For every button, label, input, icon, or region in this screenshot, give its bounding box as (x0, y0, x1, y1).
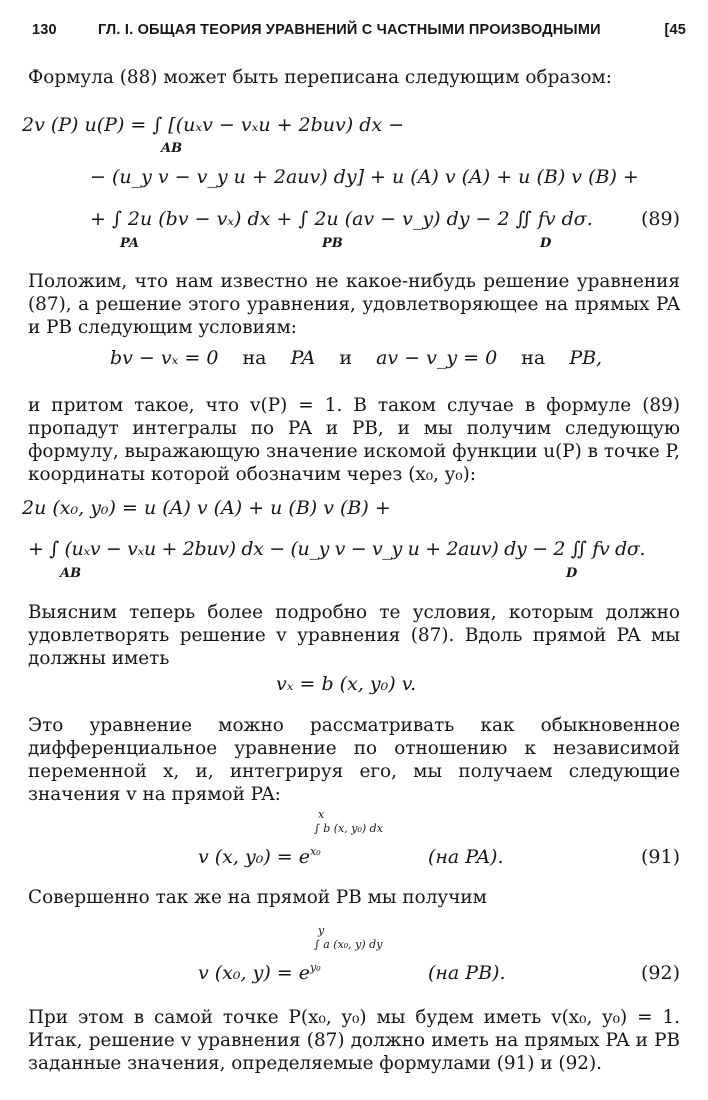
paragraph-ode: Это уравнение можно рассматривать как обыкновенное дифференциальное уравнение по отношению к независимой переменной x, и, интегрируя его, мы получаем следующие значения v на прямой PA: (28, 715, 680, 805)
eq91-lhs: v (x, y₀) = e (198, 846, 310, 868)
condition-on-word: на (242, 347, 267, 369)
eq92-lhs: v (x₀, y) = e (198, 962, 310, 984)
eq92-note: (на PB). (428, 962, 506, 984)
paragraph-pb: Совершенно так же на прямой PB мы получим (28, 887, 487, 908)
eq92-exp-body: ∫ a (x₀, y) dy (314, 938, 383, 951)
paragraph-conditions: Положим, что нам известно не какое-нибудь решение уравнения (87), а решение этого уравнения, удовлетворяющее на прямых PA и PB следующим условиям: (28, 271, 680, 338)
running-title: ГЛ. I. ОБЩАЯ ТЕОРИЯ УРАВНЕНИЙ С ЧАСТНЫМИ ПРОИЗВОДНЫМИ (98, 22, 601, 38)
eq89-number: (89) (640, 208, 680, 230)
eq90-line1: 2u (x₀, y₀) = u (A) v (A) + u (B) v (B) + (22, 497, 391, 519)
eq92-exp-upper: y (318, 924, 325, 937)
eq92-number: (92) (640, 962, 680, 984)
eq90-limit-ab: AB (60, 566, 82, 581)
eq89-line3: + ∫ 2u (bv − vₓ) dx + ∫ 2u (av − v_y) dy − 2 ∬ fv dσ. (90, 208, 593, 230)
eq91-note: (на PA). (428, 846, 504, 868)
eq89-limit-d: D (540, 236, 552, 251)
paragraph-intro: Формула (88) может быть переписана следующим образом: (28, 67, 612, 88)
condition-pb-equation: av − v_y = 0 (376, 347, 498, 369)
eq92-exp-lower: y₀ (310, 961, 321, 974)
eq89-limit-pb: PB (322, 236, 343, 251)
eq89-line1: 2v (P) u(P) = ∫ [(uₓv − vₓu + 2buv) dx − (22, 114, 405, 136)
eq91-exp-body: ∫ b (x, y₀) dx (314, 822, 383, 835)
equation-vx: vₓ = b (x, y₀) v. (276, 673, 417, 695)
paragraph-conclusion: При этом в самой точке P(x₀, y₀) мы будем иметь v(x₀, y₀) = 1. Итак, решение v уравнения (87) должно иметь на прямых PA и PB заданные значения, определяемые формулами (91) и (92). (28, 1007, 680, 1074)
condition-and-word: и (339, 347, 353, 369)
condition-line-pb: PB, (569, 347, 603, 369)
eq91-number: (91) (640, 846, 680, 868)
running-header (18, 14, 686, 40)
eq91-exp-lower: x₀ (310, 845, 321, 858)
eq89-limit-pa: PA (120, 236, 139, 251)
paragraph-formula-derivation: и притом такое, что v(P) = 1. В таком случае в формуле (89) пропадут интегралы по PA и PB, и мы получим следующую формулу, выражающую значение искомой функции u(P) в точке P, координаты которой обозначим через (x₀, y₀): (28, 395, 680, 485)
eq89-line2: − (u_y v − v_y u + 2auv) dy] + u (A) v (A) + u (B) v (B) + (90, 166, 639, 188)
boundary-conditions (110, 347, 602, 369)
eq90-line2: + ∫ (uₓv − vₓu + 2buv) dx − (u_y v − v_y u + 2auv) dy − 2 ∬ fv dσ. (28, 538, 646, 560)
eq89-limit-ab: AB (161, 141, 183, 156)
condition-on-word-2: на (521, 347, 546, 369)
condition-line-pa: PA (290, 347, 316, 369)
page-number: 130 (32, 22, 57, 38)
eq91-exp-upper: x (318, 808, 325, 821)
condition-pa-equation: bv − vₓ = 0 (110, 347, 219, 369)
section-number: [45 (664, 22, 686, 38)
paragraph-conditions-detail: Выясним теперь более подробно те условия, которым должно удовлетворять решение v уравнения (87). Вдоль прямой PA мы должны иметь (28, 602, 680, 669)
eq90-limit-d: D (566, 566, 578, 581)
